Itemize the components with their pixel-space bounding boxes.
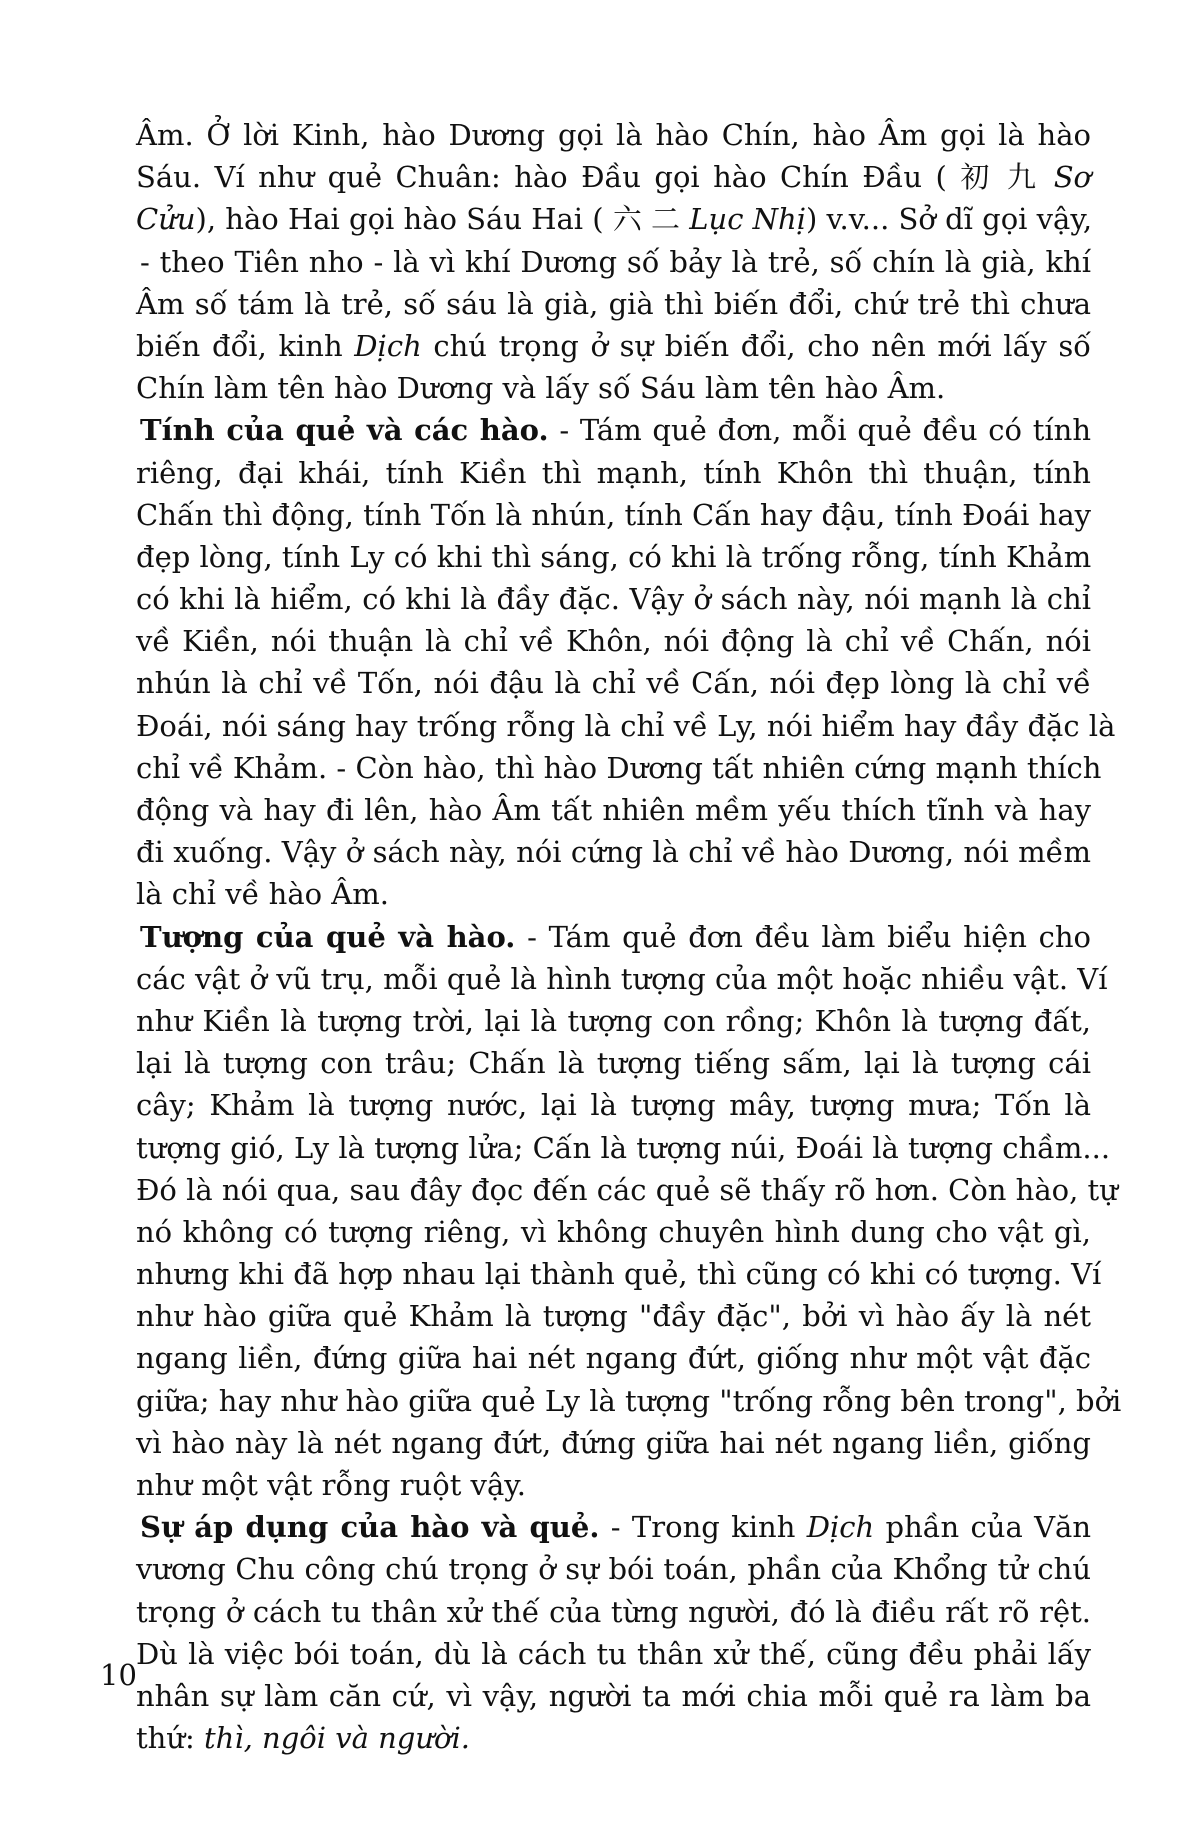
text-line: như Kiền là tượng trời, lại là tượng con rồng; Khôn là tượng đất,: [136, 1003, 1091, 1038]
text-line: - theo Tiên nho - là vì khí Dương số bảy là trẻ, số chín là già, khí: [140, 244, 1091, 279]
text-line: lại là tượng con trâu; Chấn là tượng tiếng sấm, lại là tượng cái: [136, 1046, 1091, 1081]
text-line: nhưng khi đã hợp nhau lại thành quẻ, thì cũng có khi có tượng. Ví: [136, 1257, 1102, 1292]
text-line: chỉ về Khảm. - Còn hào, thì hào Dương tất nhiên cứng mạnh thích: [136, 750, 1102, 785]
text-line: nhún là chỉ về Tốn, nói đậu là chỉ về Cấn, nói đẹp lòng là chỉ về: [136, 666, 1091, 701]
text-line: vì hào này là nét ngang đứt, đứng giữa hai nét ngang liền, giống: [136, 1425, 1091, 1460]
text-line: Chín làm tên hào Dương và lấy số Sáu làm tên hào Âm.: [136, 371, 946, 406]
book-title: Dịch: [806, 1510, 875, 1545]
text-line: đi xuống. Vậy ở sách này, nói cứng là chỉ về hào Dương, nói mềm: [136, 835, 1091, 870]
text-line: vương Chu công chú trọng ở sự bói toán, phần của Khổng tử chú: [136, 1552, 1091, 1587]
chinese-characters-so-cuu: 初 九: [960, 160, 1041, 195]
romanized-term: Sơ: [1053, 160, 1092, 195]
section-heading: Tượng của quẻ và hào.: [140, 919, 516, 954]
romanized-term: Cửu: [136, 202, 196, 237]
book-title: Dịch: [354, 328, 422, 363]
text-line: nhân sự làm căn cứ, vì vậy, người ta mới chia mỗi quẻ ra làm ba: [136, 1678, 1091, 1713]
text-line: là chỉ về hào Âm.: [136, 877, 389, 912]
text-line: biến đổi, kinh Dịch chú trọng ở sự biến đổi, cho nên mới lấy số: [136, 328, 1092, 363]
text-line: như một vật rỗng ruột vậy.: [136, 1468, 526, 1502]
text-line: Âm số tám là trẻ, số sáu là già, già thì biến đổi, chứ trẻ thì chưa: [136, 286, 1091, 321]
text-line: Chấn thì động, tính Tốn là nhún, tính Cấn hay đậu, tính Đoái hay: [136, 497, 1091, 532]
text-line: Tính của quẻ và các hào. - Tám quẻ đơn, mỗi quẻ đều có tính: [140, 413, 1091, 448]
text-line: Tượng của quẻ và hào. - Tám quẻ đơn đều làm biểu hiện cho: [140, 919, 1092, 954]
section-heading: Sự áp dụng của hào và quẻ.: [140, 1510, 600, 1545]
text-line: Sáu. Ví như quẻ Chuân: hào Đầu gọi hào Chín Đầu ( 初 九 Sơ: [136, 160, 1092, 195]
text-line: về Kiền, nói thuận là chỉ về Khôn, nói động là chỉ về Chấn, nói: [136, 624, 1091, 659]
text-line: riêng, đại khái, tính Kiền thì mạnh, tính Khôn thì thuận, tính: [136, 455, 1091, 490]
text-line: Đoái, nói sáng hay trống rỗng là chỉ về Ly, nói hiểm hay đầy đặc là: [136, 708, 1116, 743]
section-heading: Tính của quẻ và các hào.: [140, 413, 549, 448]
emphasized-terms: thì, ngôi và người.: [204, 1721, 470, 1756]
text-line: như hào giữa quẻ Khảm là tượng "đầy đặc", bởi vì hào ấy là nét: [136, 1299, 1091, 1334]
romanized-term: Lục Nhị: [689, 202, 807, 237]
text-line: nó không có tượng riêng, vì không chuyên hình dung cho vật gì,: [136, 1214, 1091, 1249]
text-line: có khi là hiểm, có khi là đầy đặc. Vậy ở sách này, nói mạnh là chỉ: [136, 582, 1091, 617]
text-line: Sự áp dụng của hào và quẻ. - Trong kinh Dịch phần của Văn: [140, 1510, 1092, 1545]
text-line: giữa; hay như hào giữa quẻ Ly là tượng "trống rỗng bên trong", bởi: [136, 1383, 1122, 1418]
page-number: 10: [100, 1658, 137, 1692]
text-line: Dù là việc bói toán, dù là cách tu thân xử thế, cũng đều phải lấy: [136, 1636, 1091, 1671]
body-text: [136, 114, 1122, 1759]
chinese-characters-luc-nhi: 六 二: [612, 202, 681, 237]
text-line: Cửu), hào Hai gọi hào Sáu Hai ( 六 二 Lục Nhị) v.v... Sở dĩ gọi vậy,: [136, 202, 1093, 237]
text-line: động và hay đi lên, hào Âm tất nhiên mềm yếu thích tĩnh và hay: [136, 793, 1091, 827]
text-line: Đó là nói qua, sau đây đọc đến các quẻ sẽ thấy rõ hơn. Còn hào, tự: [136, 1172, 1118, 1207]
text-line: cây; Khảm là tượng nước, lại là tượng mây, tượng mưa; Tốn là: [136, 1088, 1091, 1123]
text-line: các vật ở vũ trụ, mỗi quẻ là hình tượng của một hoặc nhiều vật. Ví: [136, 961, 1108, 996]
text-line: ngang liền, đứng giữa hai nét ngang đứt, giống như một vật đặc: [136, 1341, 1091, 1376]
text-line: thứ: thì, ngôi và người.: [136, 1721, 470, 1756]
text-line: tượng gió, Ly là tượng lửa; Cấn là tượng núi, Đoái là tượng chầm...: [136, 1130, 1111, 1165]
text-line: trọng ở cách tu thân xử thế của từng người, đó là điều rất rõ rệt.: [136, 1594, 1091, 1629]
text-line: Âm. Ở lời Kinh, hào Dương gọi là hào Chín, hào Âm gọi là hào: [136, 118, 1091, 152]
text-line: đẹp lòng, tính Ly có khi thì sáng, có khi là trống rỗng, tính Khảm: [136, 539, 1092, 574]
